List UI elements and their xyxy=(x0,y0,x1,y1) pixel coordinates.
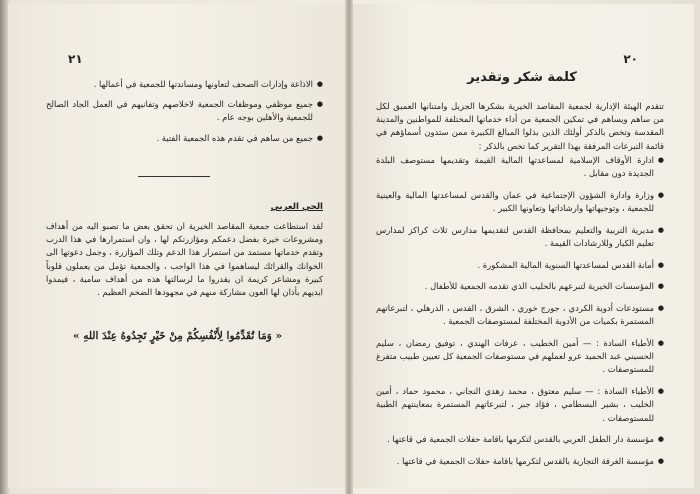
list-item: ● أمانة القدس لمساعدتها السنوية المالية المشكورة . xyxy=(376,259,664,272)
left-page xyxy=(8,4,348,488)
book-gutter xyxy=(345,0,353,494)
page-number: ٢٠ xyxy=(623,52,638,66)
list-item: ● الأطباء السادة : — سليم معتوق ، محمد زهدي النجاني ، محمود حماد ، أمين الخليب ، بشير البسطامي ، فؤاد جبر ، لتبرعاتهم المستمرة بمعاينتهم الطبية للمستوصفات . xyxy=(376,385,664,425)
section-subheading: الحي العربي xyxy=(270,202,323,212)
acknowledgement-list-continued xyxy=(46,78,323,152)
list-item: ● المؤسسات الخيرية لتبرعهم بالحليب الذي تقدمه الجمعية للأطفال . xyxy=(376,280,664,293)
right-page xyxy=(350,4,694,488)
appeal-paragraph: لقد استطاعت جمعية المقاصد الخيرية ان تحقق بعض ما تصبو اليه من أهداف ومشروعات خيرة بفضل دعمكم ومؤازرتكم لها ، وان استمرارها في هذا الدرب وتقدم خدماتها مستمد من استمرار هذا الدعم وتلك المؤازرة ، وجمل دعوتها الى الخوانك والقرائك ليساهموا في هذا الواجب ، والجمعية تؤمل من يعملون قلوباً كبيرة ومشاعر كريمة ان يقدروا ما لرسالتها هذه من أهداف سامية ، فيمدوا ايديهم بأذان لها العون مشاركة منهم في مجهودها الضخم العظيم . xyxy=(46,221,323,298)
list-item: ● جميع من ساهم في تقدم هذه الجمعية الفتية . xyxy=(46,132,323,145)
list-item: ● مديرية التربية والتعليم بمحافظة القدس لتقديمها مدارس ثلاث كراكز لمدارس تعليم الكبار وللارشادات القيمة . xyxy=(376,224,664,250)
list-item: ● جميع موظفي وموظفات الجمعية لاخلاصهم وتفانيهم في العمل الجاد الصالح للجمعية والأهلين بوجه عام . xyxy=(46,98,323,124)
list-item: ● مؤسسة الغرفة التجارية بالقدس لتكرمها باقامة حفلات الجمعية في قاعتها . xyxy=(376,455,664,468)
list-item: ● الاذاعة وإدارات الصحف لتعاونها ومساندتها للجمعية في أعمالها . xyxy=(46,78,323,91)
page-title: كلمة شكر وتقدير xyxy=(467,70,577,85)
page-number: ٢١ xyxy=(68,52,83,66)
list-item: ● وزارة وادارة الشؤون الإجتماعية في عمان والقدس لمساعدتها المالية والعينية للجمعية ، وتوجيهاتها وارشاداتها وتعاونها الكبير . xyxy=(376,189,664,215)
list-item: ● الأطباء السادة : — أمين الخطيب ، عرفات الهندي ، توفيق رمضان ، سليم الحسيني عبد الحميد عرو لعملهم في مستوصفات الجمعية كل تعيين طبيب متفرغ للمستوصفات . xyxy=(376,337,664,377)
quran-verse: « وَمَا تُقَدِّمُوا لِأَنْفُسِكُمْ مِنْ خَيْرٍ تَجِدُوهُ عِنْدَ اللهِ » xyxy=(72,330,283,342)
acknowledgement-list xyxy=(376,154,664,477)
section-divider xyxy=(138,176,210,177)
list-item: ● مستودعات أدوية الكردي ، جورج خوري ، الشرق ، القدس ، الدرهلي ، لتبرعاتهم المستمرة بكميات من الأدوية المختلفة لمستوصفات الجمعية . xyxy=(376,302,664,328)
list-item: ● مؤسسة دار الطفل العربي بالقدس لتكرمها باقامة حفلات الجمعية في قاعتها . xyxy=(376,433,664,446)
list-item: ● ادارة الأوقاف الإسلامية لمساعدتها المالية القيمة وتقديمها مستوصف البلدة الجديدة دون مقابل . xyxy=(376,154,664,180)
intro-paragraph: تتقدم الهيئة الإدارية لجمعية المقاصد الخيرية بشكرها الجزيل وامتنانها العميق لكل من ساهم ويساهم في تمكين الجمعية من أداء خدماتها المختلفة للمواطنين والمدينة المقدسة وتخص بالذكر أولئك الذين بذلوا المبالغ الكبيرة ممن ستدون أسماؤهم في قائمة التبرعات المرفقة بهذا التقرير كما تخص بالذكر : xyxy=(376,101,664,151)
